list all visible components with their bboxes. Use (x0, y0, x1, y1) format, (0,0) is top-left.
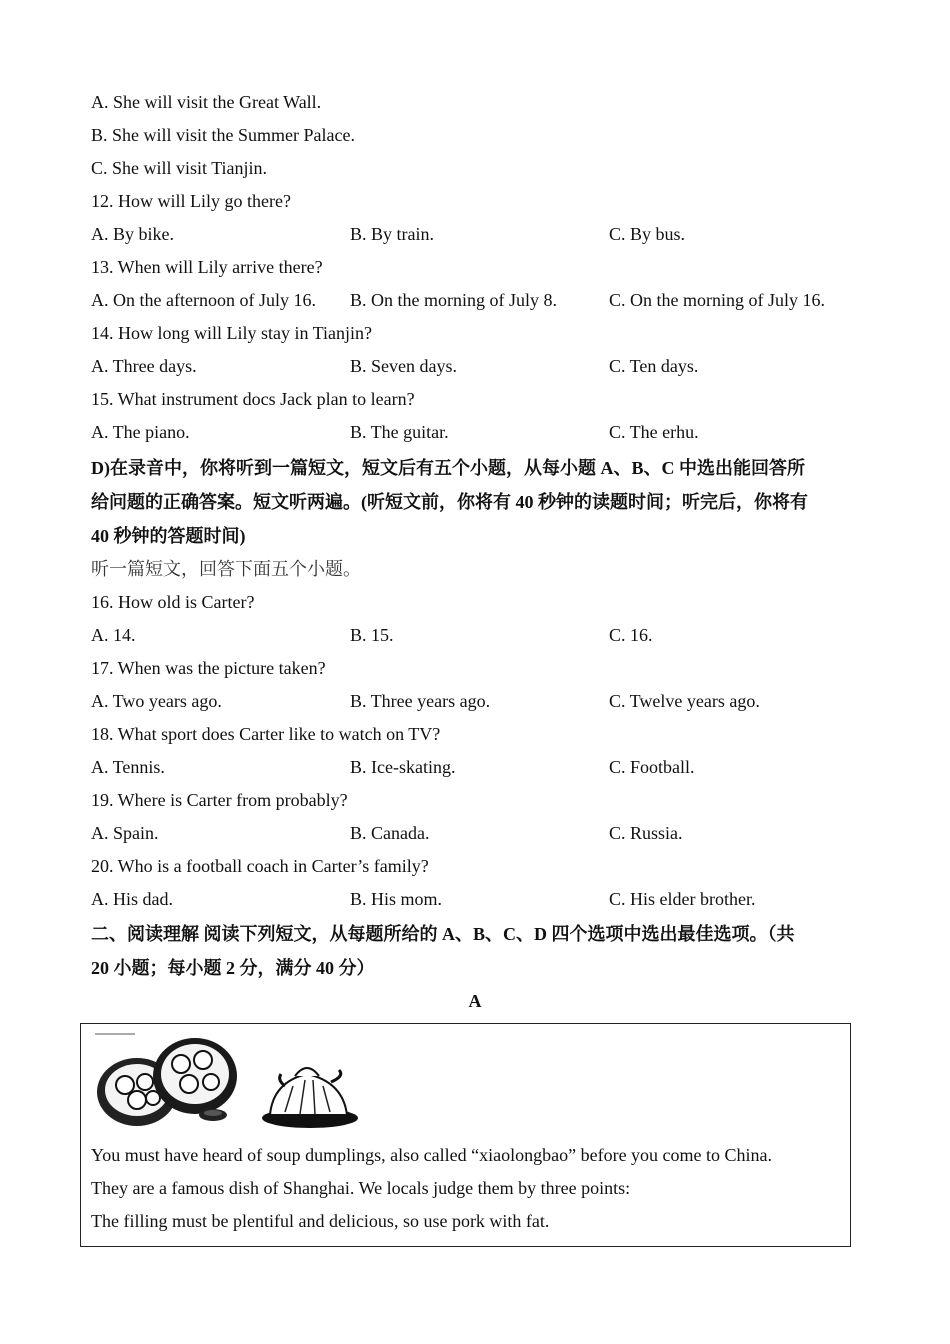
q13-question: 13. When will Lily arrive there? (91, 257, 323, 277)
reading-instructions (91, 917, 861, 985)
q17-question: 17. When was the picture taken? (91, 658, 326, 678)
q17-option-b: B. Three years ago. (350, 691, 491, 711)
q20-option-a: A. His dad. (91, 889, 173, 909)
q17-option-a: A. Two years ago. (91, 691, 222, 711)
q20-option-c: C. His elder brother. (609, 889, 756, 909)
section-d-line-3: 40 秒钟的答题时间) (91, 526, 246, 546)
q14-option-c: C. Ten days. (609, 356, 699, 376)
q14-question: 14. How long will Lily stay in Tianjin? (91, 323, 373, 343)
q19-option-a: A. Spain. (91, 823, 159, 843)
section-d-line-2: 给问题的正确答案。短文听两遍。(听短文前，你将有 40 秒钟的读题时间；听完后，你将有 (91, 492, 808, 512)
passage-label: A (468, 991, 482, 1011)
q18-option-c: C. Football. (609, 757, 695, 777)
q14-option-a: A. Three days. (91, 356, 197, 376)
q12-question: 12. How will Lily go there? (91, 191, 291, 211)
q20-question: 20. Who is a football coach in Carter’s family? (91, 856, 429, 876)
q15-option-c: C. The erhu. (609, 422, 699, 442)
section-d-subheading: 听一篇短文，回答下面五个小题。 (91, 559, 361, 579)
passage-a-box (80, 1023, 851, 1247)
q11-option-a: A. She will visit the Great Wall. (91, 92, 322, 112)
q16-option-a: A. 14. (91, 625, 136, 645)
q18-option-b: B. Ice-skating. (350, 757, 456, 777)
q11-option-b: B. She will visit the Summer Palace. (91, 125, 355, 145)
q18-question: 18. What sport does Carter like to watch on TV? (91, 724, 441, 744)
passage-a-line-2: They are a famous dish of Shanghai. We locals judge them by three points: (91, 1178, 631, 1198)
q15-question: 15. What instrument docs Jack plan to learn? (91, 389, 415, 409)
q18-option-a: A. Tennis. (91, 757, 165, 777)
q19-question: 19. Where is Carter from probably? (91, 790, 348, 810)
q17-option-c: C. Twelve years ago. (609, 691, 760, 711)
q16-option-b: B. 15. (350, 625, 394, 645)
section-d-line-1: D)在录音中，你将听到一篇短文，短文后有五个小题，从每小题 A、B、C 中选出能回答所 (91, 458, 805, 478)
reading-line-1: 二、阅读理解 阅读下列短文，从每题所给的 A、B、C、D 四个选项中选出最佳选项。（共 (91, 924, 795, 944)
q12-option-b: B. By train. (350, 224, 434, 244)
q19-option-b: B. Canada. (350, 823, 430, 843)
q15-option-a: A. The piano. (91, 422, 190, 442)
q12-option-c: C. By bus. (609, 224, 686, 244)
q14-option-b: B. Seven days. (350, 356, 457, 376)
q13-option-b: B. On the morning of July 8. (350, 290, 557, 310)
section-d-instructions (91, 451, 861, 553)
q19-option-c: C. Russia. (609, 823, 683, 843)
q16-question: 16. How old is Carter? (91, 592, 255, 612)
soup-dumplings-illustration (95, 1030, 365, 1135)
q20-option-b: B. His mom. (350, 889, 443, 909)
q13-option-c: C. On the morning of July 16. (609, 290, 825, 310)
passage-a-line-3: The filling must be plentiful and delicious, so use pork with fat. (91, 1211, 550, 1231)
q12-option-a: A. By bike. (91, 224, 174, 244)
q13-option-a: A. On the afternoon of July 16. (91, 290, 316, 310)
q15-option-b: B. The guitar. (350, 422, 449, 442)
passage-a-line-1: You must have heard of soup dumplings, also called “xiaolongbao” before you come to China. (91, 1145, 773, 1165)
reading-line-2: 20 小题；每小题 2 分，满分 40 分） (91, 958, 375, 978)
q16-option-c: C. 16. (609, 625, 653, 645)
q11-option-c: C. She will visit Tianjin. (91, 158, 268, 178)
